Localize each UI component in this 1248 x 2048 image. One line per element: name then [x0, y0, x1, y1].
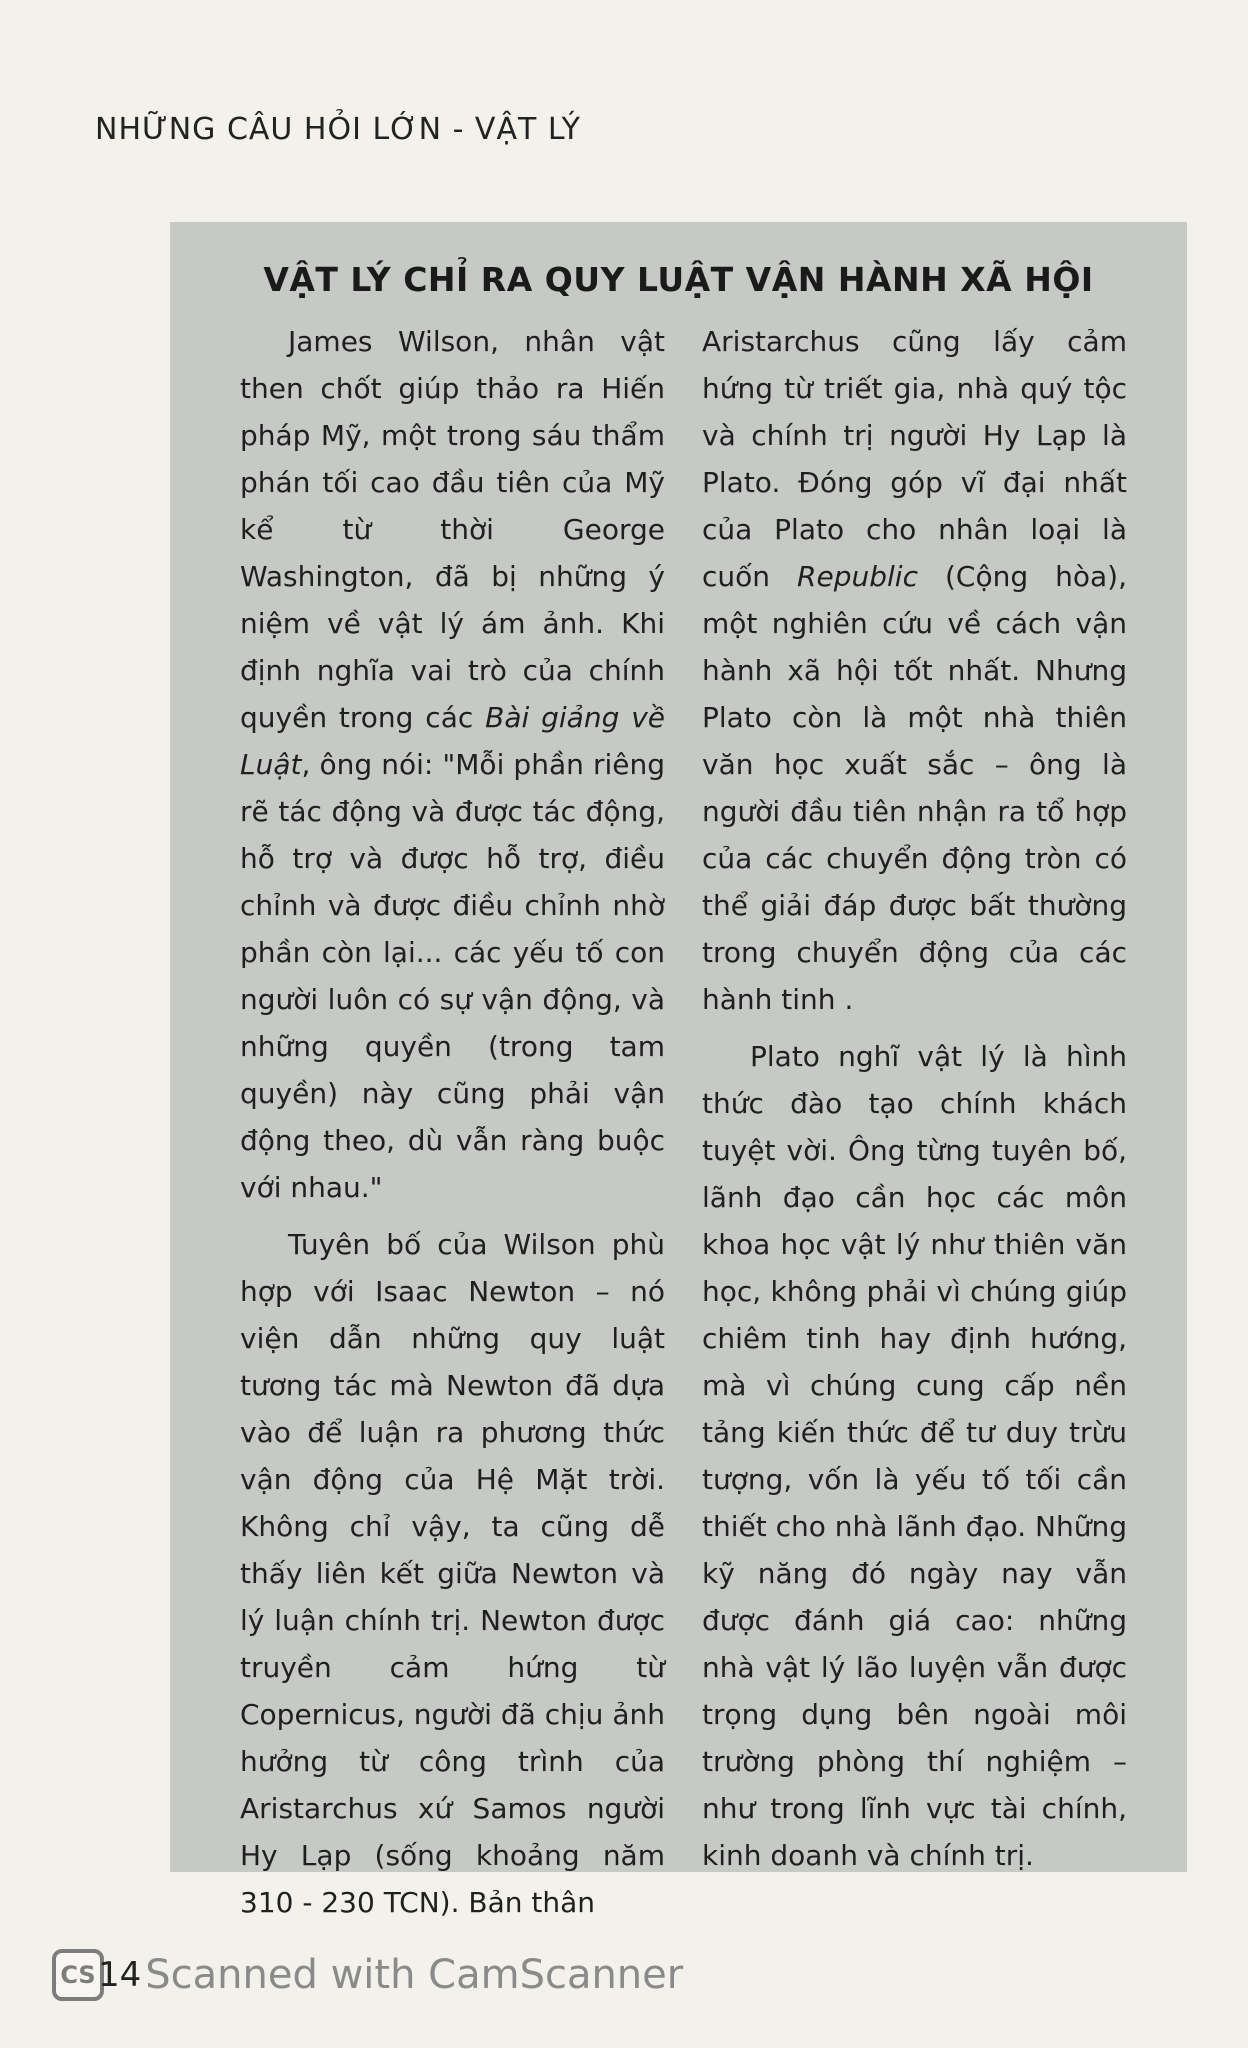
camscanner-logo-icon: CS	[52, 1949, 104, 2001]
page-number: 14	[98, 1955, 142, 1995]
scanner-watermark: Scanned with CamScanner	[145, 1952, 684, 1998]
paragraph: James Wilson, nhân vật then chốt giúp thảo ra Hiến pháp Mỹ, một trong sáu thẩm phán tối cao đầu tiên của Mỹ kể từ thời George Washington, đã bị những ý niệm về vật lý ám ảnh. Khi định nghĩa vai trò của chính quyền trong các Bài giảng về Luật, ông nói: "Mỗi phần riêng rẽ tác động và được tác động, hỗ trợ và được hỗ trợ, điều chỉnh và được điều chỉnh nhờ phần còn lại... các yếu tố con người luôn có sự vận động, và những quyền (trong tam quyền) này cũng phải vận động theo, dù vẫn ràng buộc với nhau."	[240, 325, 665, 1204]
paragraph: Aristarchus cũng lấy cảm hứng từ triết gia, nhà quý tộc và chính trị người Hy Lạp là Plato. Đóng góp vĩ đại nhất của Plato cho nhân loại là cuốn Republic (Cộng hòa), một nghiên cứu về cách vận hành xã hội tốt nhất. Nhưng Plato còn là một nhà thiên văn học xuất sắc – ông là người đầu tiên nhận ra tổ hợp của các chuyển động tròn có thể giải đáp được bất thường trong chuyển động của các hành tinh .	[702, 325, 1127, 1016]
paragraph: Tuyên bố của Wilson phù hợp với Isaac Newton – nó viện dẫn những quy luật tương tác mà Newton đã dựa vào để luận ra phương thức vận động của Hệ Mặt trời. Không chỉ vậy, ta cũng dễ thấy liên kết giữa Newton và lý luận chính trị. Newton được truyền cảm hứng từ Copernicus, người đã chịu ảnh hưởng từ công trình của Aristarchus xứ Samos người Hy Lạp (sống khoảng năm 310 - 230 TCN). Bản thân	[240, 1228, 665, 1919]
paragraph: Plato nghĩ vật lý là hình thức đào tạo chính khách tuyệt vời. Ông từng tuyên bố, lãnh đạo cần học các môn khoa học vật lý như thiên văn học, không phải vì chúng giúp chiêm tinh hay định hướng, mà vì chúng cung cấp nền tảng kiến thức để tư duy trừu tượng, vốn là yếu tố tối cần thiết cho nhà lãnh đạo. Những kỹ năng đó ngày nay vẫn được đánh giá cao: những nhà vật lý lão luyện vẫn được trọng dụng bên ngoài môi trường phòng thí nghiệm – như trong lĩnh vực tài chính, kinh doanh và chính trị.	[702, 1040, 1127, 1872]
running-header: NHỮNG CÂU HỎI LỚN - VẬT LÝ	[95, 112, 581, 147]
sidebar-box	[170, 222, 1187, 1919]
right-column	[702, 318, 1127, 1889]
book-title-italic: Republic	[797, 560, 918, 593]
footer	[52, 1945, 683, 2005]
book-title-italic: Bài giảng về Luật	[240, 701, 665, 781]
left-column	[240, 318, 665, 1936]
box-title: VẬT LÝ CHỈ RA QUY LUẬT VẬN HÀNH XÃ HỘI	[263, 260, 1094, 299]
